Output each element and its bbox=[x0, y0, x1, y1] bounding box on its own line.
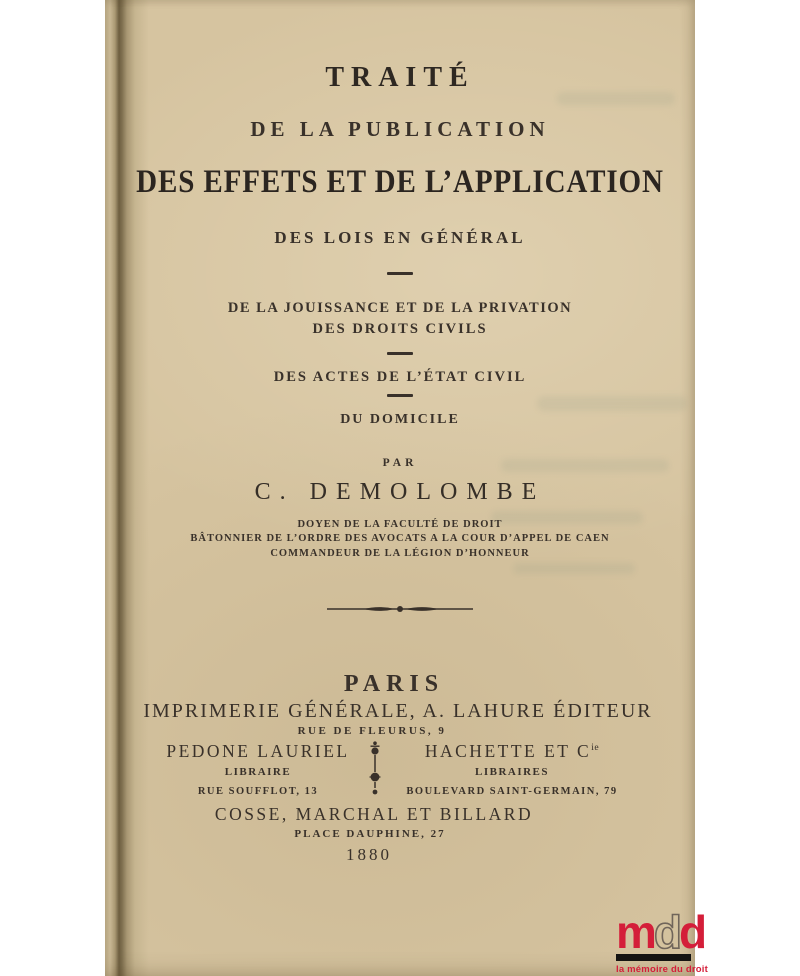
verso-showthrough-smudge bbox=[513, 563, 635, 574]
publisher-bottom-address: PLACE DAUPHINE, 27 bbox=[294, 828, 446, 840]
publisher-right-address: BOULEVARD SAINT-GERMAIN, 79 bbox=[406, 786, 618, 797]
publisher-left-role: LIBRAIRE bbox=[224, 766, 292, 778]
subject-line-1: DE LA JOUISSANCE ET DE LA PRIVATION bbox=[227, 300, 573, 316]
imprint-printer-address: RUE DE FLEURUS, 9 bbox=[297, 725, 447, 737]
mdd-watermark bbox=[616, 906, 708, 975]
ornament-rule bbox=[327, 603, 473, 615]
publisher-right-name-superscript: ie bbox=[591, 742, 600, 754]
logo-letter-d-outline: d bbox=[653, 906, 680, 958]
mdd-logo bbox=[616, 906, 705, 958]
verso-showthrough-smudge bbox=[537, 396, 687, 411]
spindle-ornament-icon bbox=[327, 603, 473, 615]
title-subtitle-2: DES LOIS EN GÉNÉRAL bbox=[274, 228, 526, 247]
subject-line-4: DU DOMICILE bbox=[340, 412, 460, 427]
verso-showthrough-smudge bbox=[501, 459, 669, 472]
logo-tagline: la mémoire du droit bbox=[616, 963, 708, 975]
title-page bbox=[105, 0, 708, 976]
subject-line-3: DES ACTES DE L’ÉTAT CIVIL bbox=[273, 369, 527, 385]
author-title-3: COMMANDEUR DE LA LÉGION D’HONNEUR bbox=[270, 548, 530, 559]
section-divider-rule bbox=[387, 394, 413, 397]
publisher-divider-ornament bbox=[367, 741, 383, 799]
publisher-left-address: RUE SOUFFLOT, 13 bbox=[197, 786, 319, 797]
title-subtitle-1: DE LA PUBLICATION bbox=[250, 117, 550, 141]
fleuron-icon bbox=[367, 741, 383, 799]
section-divider-rule bbox=[387, 272, 413, 275]
publisher-right-name bbox=[425, 743, 599, 761]
logo-letter-d: d bbox=[679, 906, 705, 958]
author-title-2: BÂTONNIER DE L’ORDRE DES AVOCATS A LA COUR D’APPEL DE CAEN bbox=[190, 533, 610, 544]
section-divider-rule bbox=[387, 352, 413, 355]
publisher-right-name-text: HACHETTE ET C bbox=[424, 741, 592, 761]
imprint-printer: IMPRIMERIE GÉNÉRALE, A. LAHURE ÉDITEUR bbox=[143, 700, 653, 722]
logo-letter-m: m bbox=[616, 906, 654, 958]
verso-showthrough-smudge bbox=[491, 511, 643, 524]
by-label: PAR bbox=[382, 457, 418, 469]
imprint-city: PARIS bbox=[343, 671, 445, 697]
author-name: C. DEMOLOMBE bbox=[254, 479, 546, 505]
publisher-left-name: PEDONE LAURIEL bbox=[166, 741, 350, 761]
subject-line-2: DES DROITS CIVILS bbox=[312, 321, 488, 337]
main-title: DES EFFETS ET DE L’APPLICATION bbox=[136, 164, 664, 200]
publication-year: 1880 bbox=[346, 845, 392, 864]
publisher-right-role: LIBRAIRES bbox=[474, 766, 550, 778]
publisher-bottom-name: COSSE, MARCHAL ET BILLARD bbox=[214, 804, 534, 824]
verso-showthrough-smudge bbox=[557, 92, 675, 105]
author-title-1: DOYEN DE LA FACULTÉ DE DROIT bbox=[297, 519, 503, 530]
series-title: TRAITÉ bbox=[325, 62, 475, 93]
